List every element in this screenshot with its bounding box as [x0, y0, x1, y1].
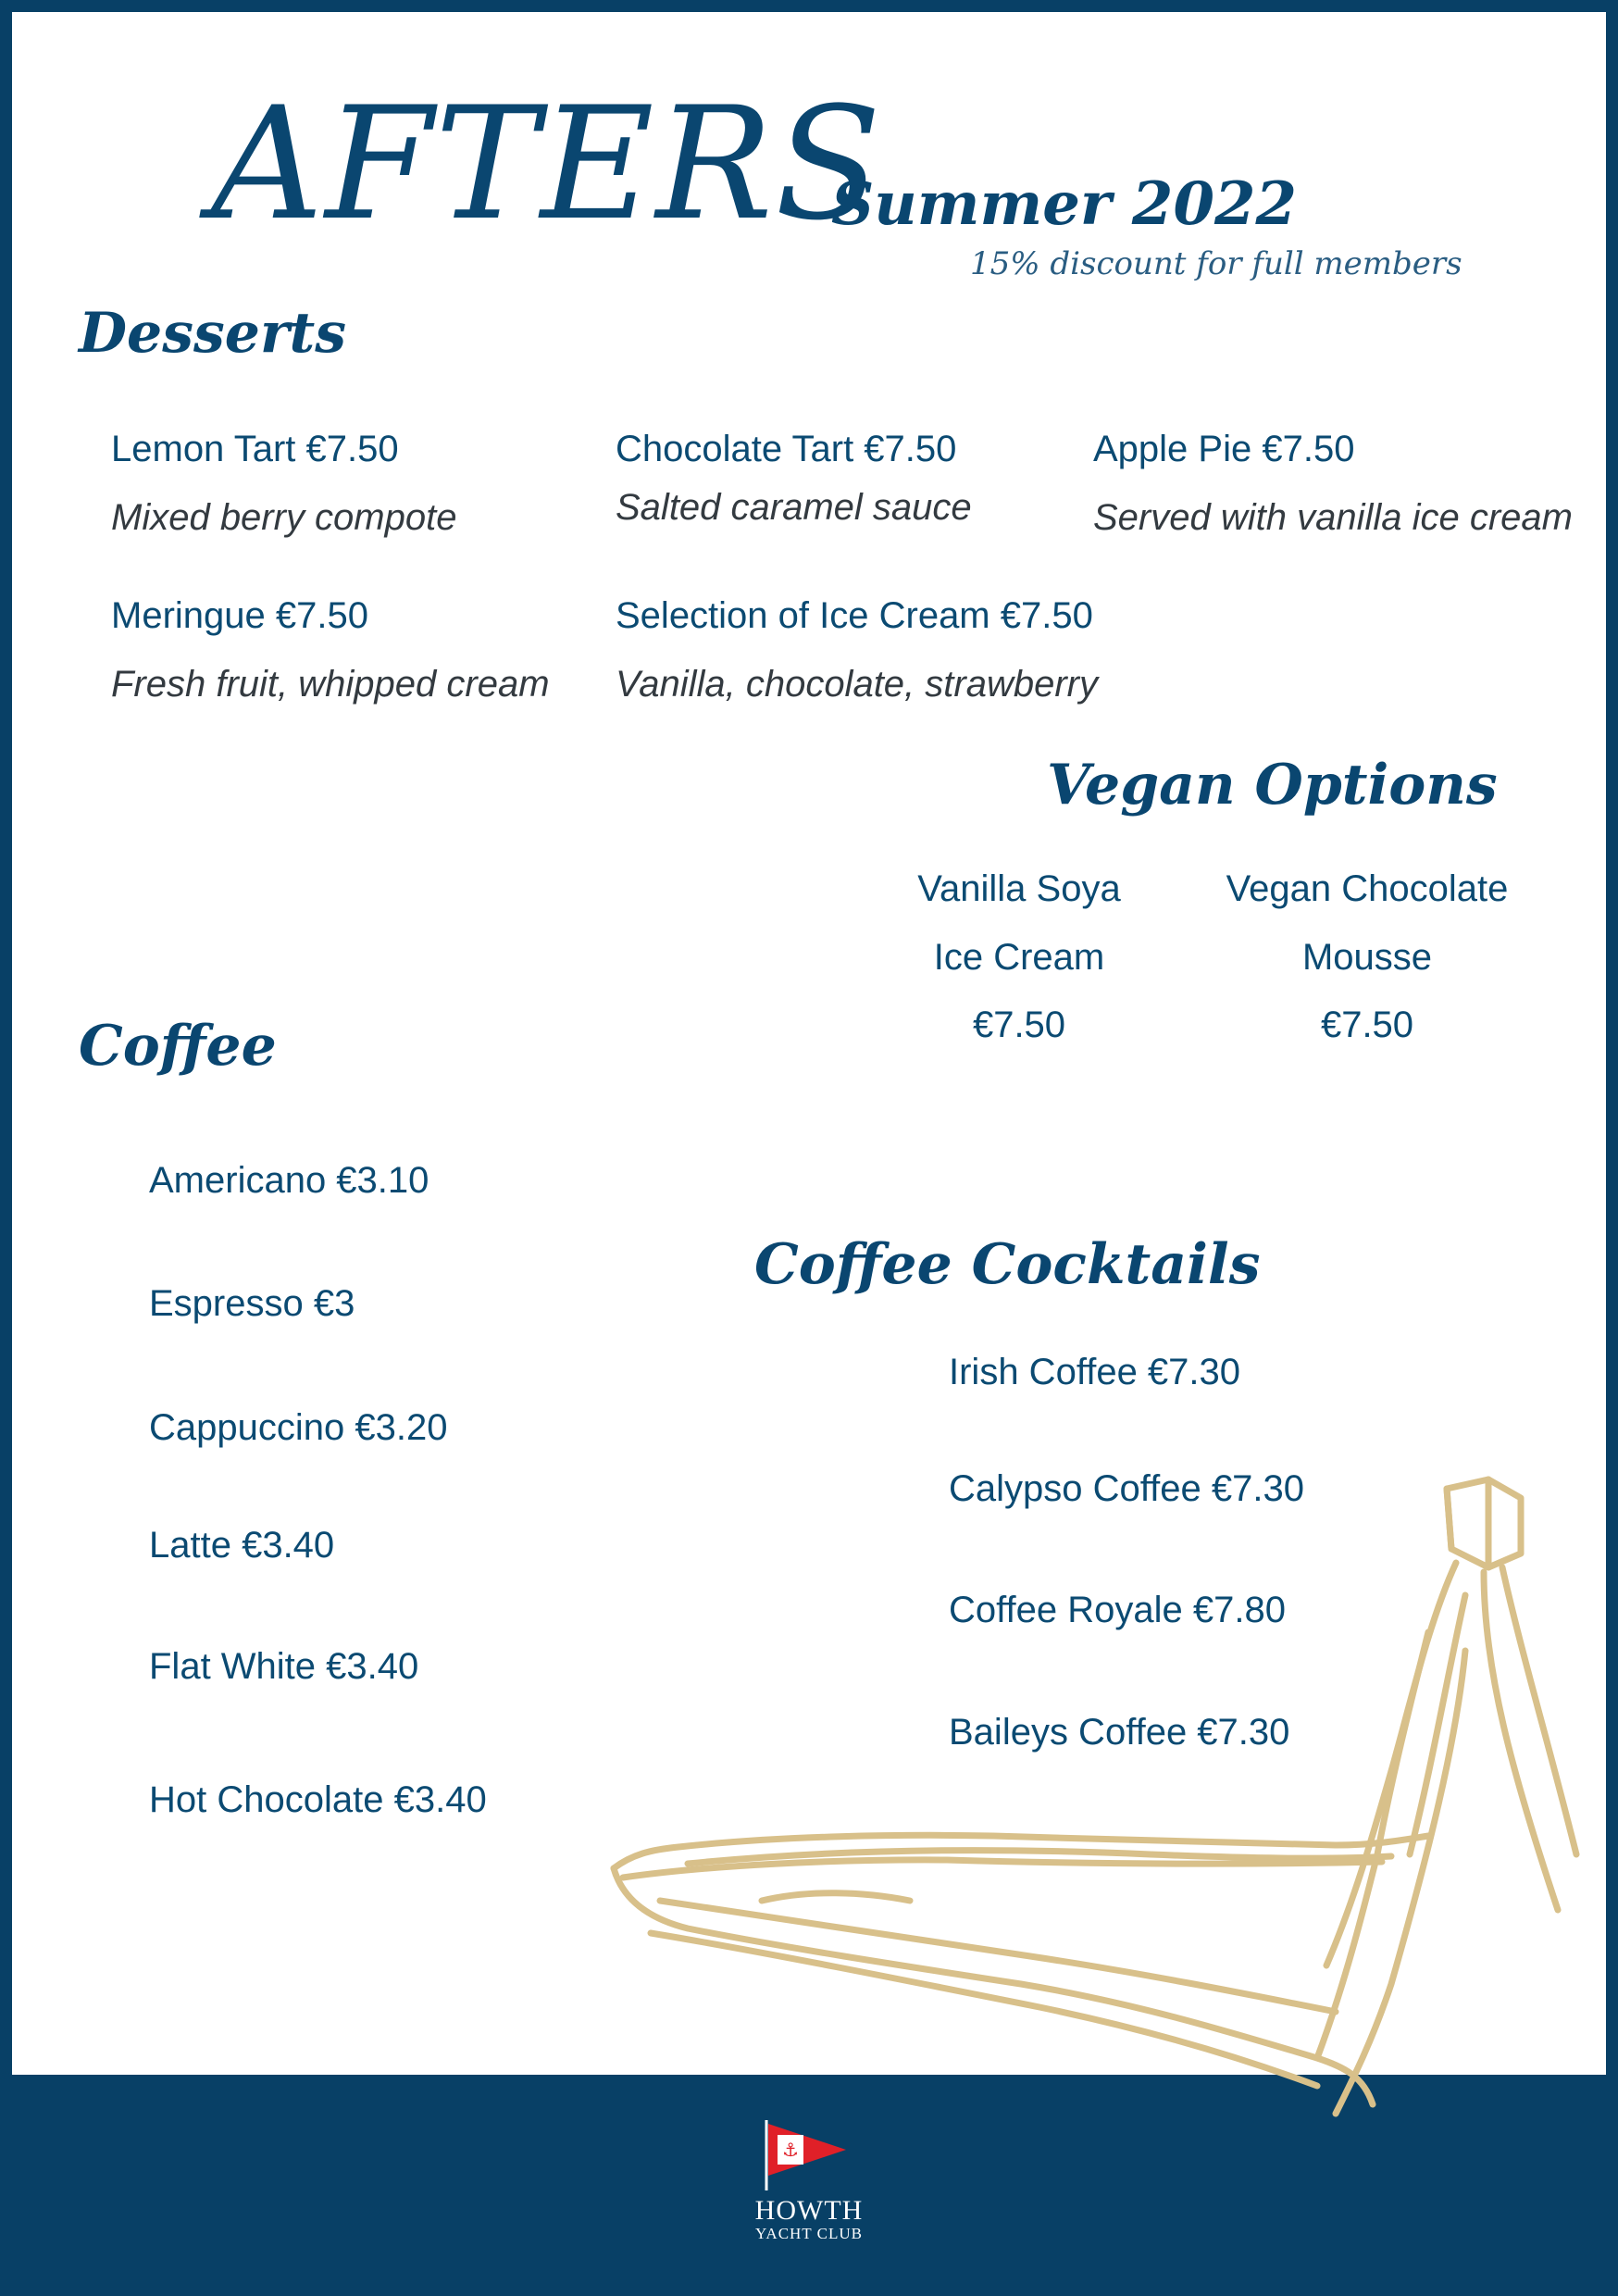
dessert-item-desc: Fresh fruit, whipped cream: [111, 664, 550, 705]
menu-page: [12, 12, 1606, 2075]
dessert-item-desc: Served with vanilla ice cream: [1093, 497, 1573, 538]
vegan-heading: Vegan Options: [1047, 753, 1498, 817]
flag-icon: [761, 2118, 853, 2192]
cocktails-heading: Coffee Cocktails: [754, 1232, 1261, 1297]
coffee-item: Flat White €3.40: [149, 1646, 419, 1687]
discount-note: 15% discount for full members: [970, 245, 1462, 282]
cocktail-item: Baileys Coffee €7.30: [949, 1712, 1290, 1753]
vegan-item-line1: Vanilla Soya: [917, 868, 1121, 909]
coffee-item: Latte €3.40: [149, 1525, 335, 1566]
club-name: HOWTH: [754, 2195, 864, 2226]
coffee-item: Cappuccino €3.20: [149, 1407, 448, 1448]
boat-illustration: [595, 1466, 1606, 2132]
club-subname: YACHT CLUB: [755, 2225, 863, 2242]
footer-band: [0, 2075, 1618, 2296]
coffee-heading: Coffee: [79, 1014, 277, 1079]
dessert-item-name: Apple Pie €7.50: [1093, 429, 1355, 469]
dessert-item-name: Selection of Ice Cream €7.50: [616, 595, 1093, 636]
dessert-item-name: Lemon Tart €7.50: [111, 429, 399, 469]
cocktail-item: Irish Coffee €7.30: [949, 1352, 1241, 1392]
vegan-item-price: €7.50: [1320, 1004, 1414, 1045]
cocktail-item: Coffee Royale €7.80: [949, 1590, 1286, 1630]
dessert-item-name: Chocolate Tart €7.50: [616, 429, 957, 469]
menu-subtitle: Summer 2022: [831, 169, 1298, 239]
vegan-item-line2: Mousse: [1301, 937, 1433, 978]
dessert-item-desc: Salted caramel sauce: [616, 487, 972, 528]
cocktail-item: Calypso Coffee €7.30: [949, 1468, 1304, 1509]
coffee-item: Espresso €3: [149, 1283, 355, 1324]
vegan-item-line1: Vegan Chocolate: [1226, 868, 1509, 909]
vegan-item-line2: Ice Cream: [933, 937, 1105, 978]
dessert-item-desc: Vanilla, chocolate, strawberry: [616, 664, 1098, 705]
coffee-item: Hot Chocolate €3.40: [149, 1779, 487, 1820]
menu-title: AFTERS: [211, 73, 884, 255]
dessert-item-name: Meringue €7.50: [111, 595, 368, 636]
coffee-item: Americano €3.10: [149, 1160, 429, 1201]
dessert-item-desc: Mixed berry compote: [111, 497, 457, 538]
vegan-item-price: €7.50: [972, 1004, 1066, 1045]
desserts-heading: Desserts: [79, 301, 347, 366]
svg-text:⚓: ⚓: [782, 2139, 799, 2161]
